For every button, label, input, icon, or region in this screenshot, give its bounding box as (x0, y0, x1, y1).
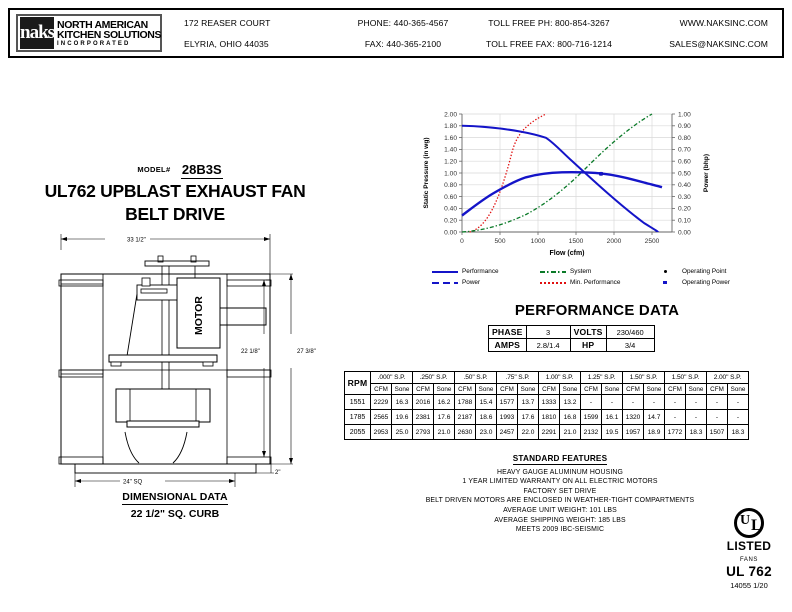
svg-text:0.80: 0.80 (444, 182, 457, 190)
header-tollfree (476, 10, 622, 56)
model-line (60, 161, 300, 179)
chart-xlabel: Flow (cfm) (549, 250, 585, 257)
svg-text:1.80: 1.80 (444, 123, 457, 131)
col-header-cfm: CFM (665, 384, 686, 395)
legend-item-power (432, 279, 540, 286)
dim-overall-height-label: 27 3/8" (297, 349, 316, 355)
fax-line: FAX: 440-365-2100 (364, 38, 442, 49)
spec-key-phase: PHASE (489, 326, 527, 339)
cell: 17.6 (518, 410, 539, 425)
svg-text:1000: 1000 (530, 238, 546, 245)
cell: - (707, 410, 728, 425)
cell: 16.2 (434, 395, 455, 410)
chart-y2-ticks (678, 111, 691, 236)
svg-text:0.80: 0.80 (678, 134, 691, 142)
table-row (489, 339, 655, 352)
svg-text:0.20: 0.20 (678, 205, 691, 213)
col-header-sp-75: .75" S.P. (497, 372, 539, 384)
cell: 1320 (623, 410, 644, 425)
logo-wordmark (54, 20, 161, 47)
table-header-row-sp (345, 372, 749, 384)
col-header-rpm: RPM (345, 372, 371, 395)
col-header-cfm: CFM (497, 384, 518, 395)
dimensional-drawing (45, 228, 335, 493)
cell: 18.3 (686, 425, 707, 440)
spec-value-volts: 230/460 (606, 326, 654, 339)
cell: - (728, 410, 749, 425)
ul-logo-l: L (751, 517, 762, 534)
tollfree-fax-line: TOLL FREE FAX: 800-716-1214 (486, 38, 612, 49)
cell: 17.6 (434, 410, 455, 425)
cell: 19.6 (392, 410, 413, 425)
cell: 2793 (413, 425, 434, 440)
spec-key-hp: HP (570, 339, 606, 352)
standard-features-line: HEAVY GAUGE ALUMINUM HOUSING (496, 468, 624, 476)
svg-text:0.00: 0.00 (444, 229, 457, 237)
model-number: 28B3S (181, 162, 222, 177)
svg-text:1.00: 1.00 (678, 111, 691, 119)
address-line-2: ELYRIA, OHIO 44035 (184, 38, 269, 49)
standard-features-line: AVERAGE UNIT WEIGHT: 101 LBS (503, 506, 617, 514)
svg-text:1.40: 1.40 (444, 146, 457, 154)
cell: 16.3 (392, 395, 413, 410)
col-header-sp-150a: 1.50" S.P. (623, 372, 665, 384)
chart-y2label: Power (bhp) (703, 153, 710, 193)
col-header-sone: Sone (434, 384, 455, 395)
cell: 21.0 (560, 425, 581, 440)
svg-text:0.00: 0.00 (678, 229, 691, 237)
cell: 1507 (707, 425, 728, 440)
document-code: 14055 1/20 (730, 581, 768, 590)
cell: 16.1 (602, 410, 623, 425)
col-header-cfm: CFM (707, 384, 728, 395)
phone-line: PHONE: 440-365-4567 (357, 17, 449, 28)
dim-top (61, 234, 270, 286)
dim-top-label: 33 1/2" (127, 237, 146, 244)
model-label: MODEL# (137, 165, 171, 174)
col-header-cfm: CFM (455, 384, 476, 395)
cell: 2565 (371, 410, 392, 425)
cell: 1810 (539, 410, 560, 425)
legend-label: Performance (462, 268, 499, 275)
cell: 18.9 (644, 425, 665, 440)
standard-features-line: AVERAGE SHIPPING WEIGHT: 185 LBS (494, 516, 626, 524)
cell: - (665, 395, 686, 410)
cell: 18.3 (728, 425, 749, 440)
chart-x-ticks (460, 238, 660, 245)
svg-text:1.20: 1.20 (444, 158, 457, 166)
cell: 2132 (581, 425, 602, 440)
standard-features-line: BELT DRIVEN MOTORS ARE ENCLOSED IN WEATHER-TIGHT COMPARTMENTS (425, 497, 695, 505)
spec-value-amps: 2.8/1.4 (526, 339, 570, 352)
legend-item-system (540, 268, 652, 275)
legend-label: Power (462, 279, 481, 286)
tollfree-phone-line: TOLL FREE PH: 800-854-3267 (488, 17, 610, 28)
cell: 1333 (539, 395, 560, 410)
dim-small-label: 2" (275, 470, 281, 476)
legend-swatch-dashed-icon (432, 279, 458, 286)
table-row (489, 326, 655, 339)
col-header-sone: Sone (686, 384, 707, 395)
cell: - (686, 410, 707, 425)
legend-swatch-square-icon (652, 279, 678, 286)
cell: - (581, 395, 602, 410)
cell-rpm: 1551 (345, 395, 371, 410)
cell: 2457 (497, 425, 518, 440)
dim-right (256, 274, 293, 473)
standard-features-line: MEETS 2009 IBC-SEISMIC (515, 526, 605, 534)
website-link[interactable]: WWW.NAKSINC.COM (679, 17, 768, 28)
drawing-svg (45, 228, 335, 493)
chart-legend (432, 268, 730, 286)
cell: 2016 (413, 395, 434, 410)
ul-certification-block (714, 508, 784, 590)
dim-base-label: 24" SQ (123, 479, 143, 486)
standard-features-line: 1 YEAR LIMITED WARRANTY ON ALL ELECTRIC MOTORS (462, 478, 658, 486)
svg-text:0.10: 0.10 (678, 217, 691, 225)
header-web (622, 10, 782, 56)
cell: 2229 (371, 395, 392, 410)
svg-text:0.20: 0.20 (444, 217, 457, 225)
cell: - (728, 395, 749, 410)
col-header-cfm: CFM (623, 384, 644, 395)
cell: 1788 (455, 395, 476, 410)
logo-line-2: KITCHEN SOLUTIONS (57, 29, 162, 41)
cell: 1599 (581, 410, 602, 425)
cell: 1772 (665, 425, 686, 440)
marker-operating-power (599, 172, 603, 176)
legend-label: Min. Performance (570, 279, 621, 286)
page-title-line-1: UL762 UPBLAST EXHAUST FAN (44, 181, 306, 201)
spec-key-amps: AMPS (489, 339, 527, 352)
cell-rpm: 2055 (345, 425, 371, 440)
chart-ylabel: Static Pressure (in wg) (423, 137, 430, 209)
ul-logo-icon (734, 508, 764, 538)
svg-text:0.40: 0.40 (678, 182, 691, 190)
cell: 22.0 (518, 425, 539, 440)
legend-item-operating-power (652, 279, 730, 286)
cell: 15.4 (476, 395, 497, 410)
spec-value-hp: 3/4 (606, 339, 654, 352)
col-header-sp-100: 1.00" S.P. (539, 372, 581, 384)
performance-data-title: PERFORMANCE DATA (514, 302, 680, 319)
svg-text:500: 500 (494, 238, 506, 245)
table-header-row-sub (345, 384, 749, 395)
svg-text:0.60: 0.60 (678, 158, 691, 166)
table-row (345, 410, 749, 425)
svg-text:2500: 2500 (644, 238, 660, 245)
svg-text:2000: 2000 (606, 238, 622, 245)
header-phone (330, 10, 476, 56)
cell: 1993 (497, 410, 518, 425)
svg-text:0.70: 0.70 (678, 146, 691, 154)
legend-item-min-performance (540, 279, 652, 286)
company-logo (16, 14, 162, 52)
cfm-sone-table (344, 371, 749, 440)
chart-y-ticks (444, 111, 457, 236)
cell: 23.0 (476, 425, 497, 440)
legend-label: System (570, 268, 592, 275)
cell: 13.7 (518, 395, 539, 410)
cell: 2381 (413, 410, 434, 425)
table-row (345, 425, 749, 440)
standard-features-line: FACTORY SET DRIVE (523, 487, 597, 495)
drawing-caption-line-1: DIMENSIONAL DATA (122, 491, 228, 503)
cell: - (602, 395, 623, 410)
cell: - (644, 395, 665, 410)
dim-inner-height-label: 22 1/8" (241, 349, 260, 355)
svg-text:1.00: 1.00 (444, 170, 457, 178)
table-row (345, 395, 749, 410)
col-header-sone: Sone (728, 384, 749, 395)
col-header-sone: Sone (392, 384, 413, 395)
svg-text:0.40: 0.40 (444, 205, 457, 213)
header-address (162, 10, 330, 56)
email-link[interactable]: SALES@NAKSINC.COM (669, 38, 768, 49)
page-title-line-2: BELT DRIVE (125, 204, 225, 225)
logo-mark-naks: naks (20, 17, 54, 49)
cell: 2187 (455, 410, 476, 425)
cell-rpm: 1785 (345, 410, 371, 425)
cell: 13.2 (560, 395, 581, 410)
chart-svg (420, 104, 720, 259)
svg-text:0.50: 0.50 (678, 170, 691, 178)
cell: - (686, 395, 707, 410)
dim-bottom (75, 467, 235, 487)
spec-key-volts: VOLTS (570, 326, 606, 339)
svg-text:2.00: 2.00 (444, 111, 457, 119)
cell: 2953 (371, 425, 392, 440)
legend-label: Operating Power (682, 279, 730, 286)
svg-text:1.60: 1.60 (444, 134, 457, 142)
page-header (8, 8, 784, 58)
cell: 18.6 (476, 410, 497, 425)
fan-curve-chart (420, 104, 720, 259)
col-header-sp-200: 2.00" S.P. (707, 372, 749, 384)
drawing-caption-line-2: 22 1/2" SQ. CURB (130, 508, 220, 520)
cell: 16.8 (560, 410, 581, 425)
ul-logo-u: U (740, 513, 751, 528)
col-header-sp-000: .000" S.P. (371, 372, 413, 384)
legend-label: Operating Point (682, 268, 727, 275)
col-header-cfm: CFM (371, 384, 392, 395)
legend-item-performance (432, 268, 540, 275)
col-header-sp-50: .50" S.P. (455, 372, 497, 384)
col-header-sone: Sone (476, 384, 497, 395)
svg-text:1500: 1500 (568, 238, 584, 245)
col-header-sone: Sone (644, 384, 665, 395)
col-header-sp-125: 1.25" S.P. (581, 372, 623, 384)
svg-text:0: 0 (460, 238, 464, 245)
cell: - (707, 395, 728, 410)
motor-label: MOTOR (193, 296, 205, 335)
logo-line-3: INCORPORATED (57, 40, 131, 47)
cell: 1957 (623, 425, 644, 440)
address-line-1: 172 REASER COURT (184, 17, 271, 28)
col-header-cfm: CFM (581, 384, 602, 395)
svg-text:0.90: 0.90 (678, 123, 691, 131)
col-header-sone: Sone (518, 384, 539, 395)
col-header-cfm: CFM (413, 384, 434, 395)
cell: 2630 (455, 425, 476, 440)
cell: 2291 (539, 425, 560, 440)
ul-category-text: FANS (739, 557, 759, 563)
cell: 21.0 (434, 425, 455, 440)
cell: - (665, 410, 686, 425)
svg-text:0.30: 0.30 (678, 193, 691, 201)
spec-value-phase: 3 (526, 326, 570, 339)
cell: 1577 (497, 395, 518, 410)
legend-swatch-dashdot-icon (540, 268, 566, 275)
drawing-caption (60, 487, 290, 520)
ul-listed-text: LISTED (726, 539, 772, 553)
cell: 14.7 (644, 410, 665, 425)
page-title (10, 180, 340, 226)
legend-swatch-solid-icon (432, 268, 458, 275)
col-header-cfm: CFM (539, 384, 560, 395)
motor-spec-table (488, 325, 655, 352)
logo-line-1: NORTH AMERICAN (57, 18, 148, 31)
legend-swatch-dot-icon (652, 268, 678, 275)
col-header-sp-150b: 1.50" S.P. (665, 372, 707, 384)
svg-text:0.60: 0.60 (444, 193, 457, 201)
cell: 19.5 (602, 425, 623, 440)
cell: - (623, 395, 644, 410)
legend-item-operating-point (652, 268, 730, 275)
col-header-sone: Sone (602, 384, 623, 395)
standard-features (348, 448, 772, 533)
cell: 25.0 (392, 425, 413, 440)
standard-features-title: STANDARD FEATURES (512, 454, 608, 463)
col-header-sone: Sone (560, 384, 581, 395)
ul-standard-text: UL 762 (726, 564, 772, 579)
legend-swatch-dotted-icon (540, 279, 566, 286)
col-header-sp-250: .250" S.P. (413, 372, 455, 384)
